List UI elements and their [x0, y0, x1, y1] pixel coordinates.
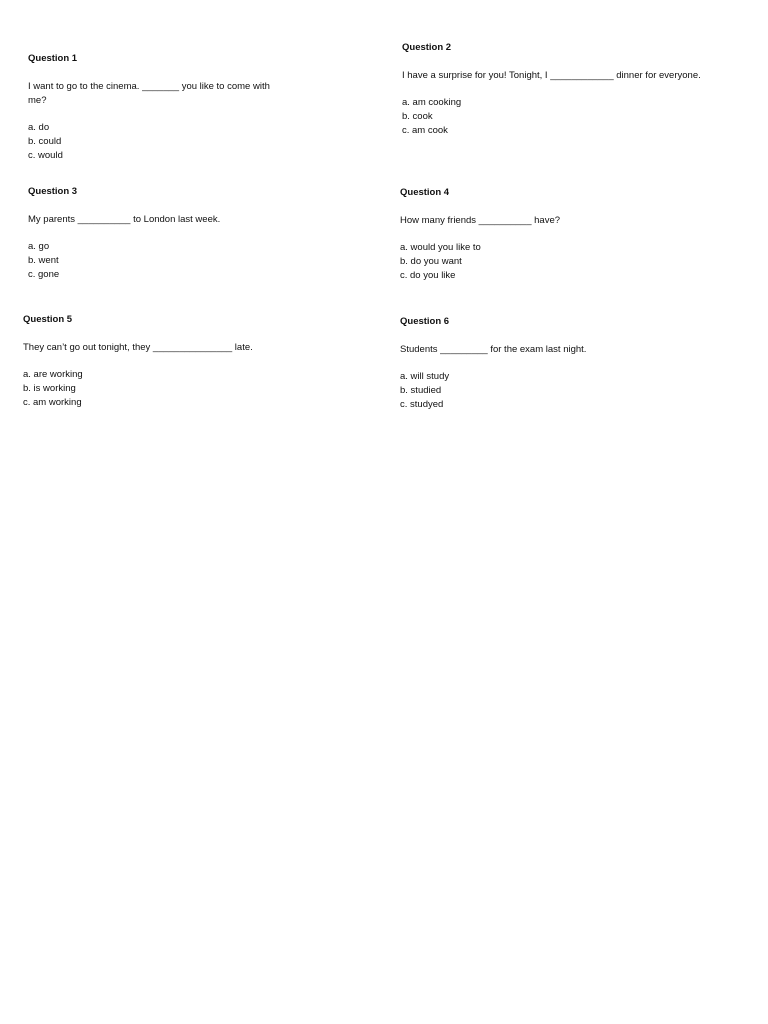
option-b: b. is working: [23, 383, 76, 394]
answer-options: [23, 368, 273, 410]
option-c: c. do you like: [400, 270, 456, 281]
option-c: c. am working: [23, 397, 82, 408]
answer-options: [28, 240, 278, 282]
question-6: [400, 315, 650, 412]
question-prompt: I have a surprise for you! Tonight, I ____________ dinner for everyone.: [402, 70, 701, 81]
question-title: Question 4: [400, 187, 450, 198]
option-a: a. would you like to: [400, 242, 481, 253]
question-2: [402, 41, 742, 138]
question-prompt: I want to go to the cinema. _______ you like to come with me?: [28, 81, 270, 106]
question-prompt: They can’t go out tonight, they _______________ late.: [23, 342, 253, 353]
option-b: b. cook: [402, 111, 433, 122]
answer-options: [400, 241, 650, 283]
question-title: Question 5: [23, 314, 73, 325]
question-prompt: How many friends __________ have?: [400, 215, 561, 226]
option-a: a. am cooking: [402, 97, 462, 108]
option-b: b. went: [28, 255, 59, 266]
question-1: [28, 52, 278, 163]
question-prompt: My parents __________ to London last week.: [28, 214, 221, 225]
answer-options: [400, 370, 650, 412]
answer-options: [402, 96, 742, 138]
option-c: c. studyed: [400, 399, 444, 410]
question-title: Question 2: [402, 42, 452, 53]
option-c: c. am cook: [402, 125, 448, 136]
option-c: c. would: [28, 150, 63, 161]
question-3: [28, 185, 278, 282]
option-a: a. will study: [400, 371, 450, 382]
question-5: [23, 313, 273, 410]
option-b: b. studied: [400, 385, 442, 396]
option-a: a. go: [28, 241, 50, 252]
question-prompt: Students _________ for the exam last night.: [400, 344, 587, 355]
answer-options: [28, 121, 278, 163]
option-b: b. do you want: [400, 256, 462, 267]
question-title: Question 6: [400, 316, 450, 327]
option-a: a. are working: [23, 369, 83, 380]
question-title: Question 1: [28, 53, 78, 64]
question-4: [400, 186, 650, 283]
question-title: Question 3: [28, 186, 78, 197]
option-c: c. gone: [28, 269, 60, 280]
option-b: b. could: [28, 136, 62, 147]
option-a: a. do: [28, 122, 50, 133]
